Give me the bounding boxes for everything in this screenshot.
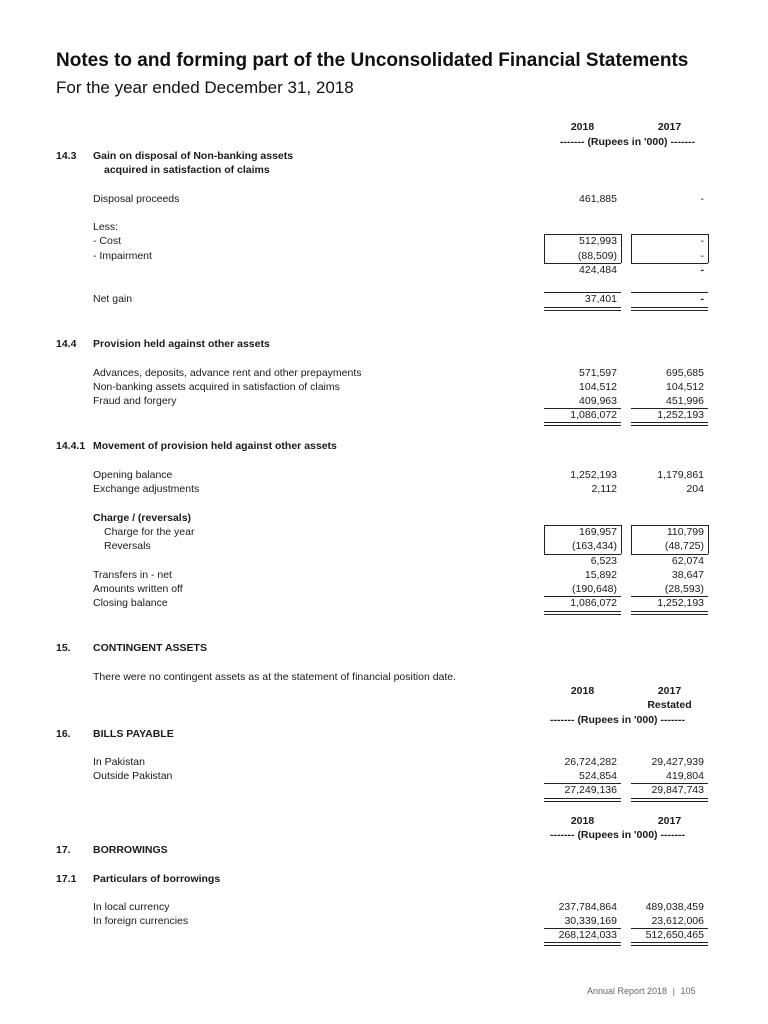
- disposal-proceeds-2017: -: [700, 193, 704, 205]
- col-header-2017: 2017: [657, 685, 682, 697]
- page-title: Notes to and forming part of the Unconsolidated Financial Statements: [56, 50, 689, 71]
- note-14-3-title-line2: acquired in satisfaction of claims: [104, 164, 270, 176]
- col-header-2017: 2017: [657, 815, 682, 827]
- total-2018: 1,086,072: [570, 409, 617, 421]
- double-underline: [631, 307, 708, 308]
- box-right-line: [708, 234, 709, 263]
- double-underline: [544, 614, 621, 615]
- table-row-2018: 26,724,282: [564, 756, 617, 768]
- charge-for-year-2017: 110,799: [666, 526, 704, 538]
- charge-for-year-2018: 169,957: [579, 526, 617, 538]
- box-bottom-line: [544, 554, 621, 555]
- col-header-2018: 2018: [570, 121, 595, 133]
- double-underline: [631, 942, 708, 943]
- closing-balance-2018: 1,086,072: [570, 597, 617, 609]
- table-row-label: Outside Pakistan: [93, 770, 173, 782]
- disposal-proceeds-2018: 461,885: [579, 193, 617, 205]
- exchange-adjustments-2018: 2,112: [591, 483, 617, 495]
- double-underline: [631, 945, 708, 946]
- written-off-2018: (190,648): [572, 583, 617, 595]
- opening-balance-2017: 1,179,861: [657, 469, 704, 481]
- double-underline: [631, 614, 708, 615]
- net-gain-2017: -: [700, 293, 704, 305]
- table-row-label: In Pakistan: [93, 756, 145, 768]
- double-underline: [544, 310, 621, 311]
- table-row-2017: 104,512: [666, 381, 704, 393]
- reversals-2017: (48,725): [664, 540, 704, 552]
- col-header-2017: 2017: [657, 121, 682, 133]
- col-header-unit: ------- (Rupees in '000) -------: [550, 829, 685, 841]
- table-row-2018: 409,963: [579, 395, 617, 407]
- charge-for-year-label: Charge for the year: [104, 526, 195, 538]
- total-2018: 268,124,033: [558, 929, 617, 941]
- total-2017: 29,847,743: [651, 784, 704, 796]
- table-row-2017: 23,612,006: [651, 915, 704, 927]
- double-underline: [544, 945, 621, 946]
- note-17-number: 17.: [56, 844, 71, 856]
- subtotal-2018: 424,484: [579, 264, 617, 276]
- note-14-3-title: Gain on disposal of Non-banking assets: [93, 150, 294, 162]
- table-row-2018: 571,597: [579, 367, 617, 379]
- note-14-4-title: Provision held against other assets: [93, 338, 270, 350]
- page-number: 105: [680, 986, 696, 996]
- note-14-3-number: 14.3: [56, 150, 77, 162]
- note-16-number: 16.: [56, 728, 71, 740]
- col-header-unit: ------- (Rupees in '000) -------: [560, 136, 695, 148]
- cost-label: - Cost: [93, 235, 122, 247]
- page-footer: [587, 986, 695, 996]
- box-right-line: [621, 234, 622, 263]
- impairment-2018: (88,509): [577, 250, 617, 262]
- note-14-4-number: 14.4: [56, 338, 77, 350]
- transfers-label: Transfers in - net: [93, 569, 172, 581]
- note-17-1-number: 17.1: [56, 873, 77, 885]
- table-row-label: Advances, deposits, advance rent and other prepayments: [93, 367, 362, 379]
- total-2017: 1,252,193: [657, 409, 704, 421]
- written-off-label: Amounts written off: [93, 583, 183, 595]
- note-17-title: BORROWINGS: [93, 844, 168, 856]
- opening-balance-label: Opening balance: [93, 469, 173, 481]
- note-15-title: CONTINGENT ASSETS: [93, 642, 207, 654]
- col-header-restated: Restated: [647, 699, 692, 711]
- footer-separator: |: [672, 986, 675, 996]
- impairment-2017: -: [700, 250, 704, 262]
- table-row-2017: 451,996: [666, 395, 704, 407]
- reversals-label: Reversals: [104, 540, 151, 552]
- page-subtitle: For the year ended December 31, 2018: [56, 78, 354, 97]
- note-14-4-1-title: Movement of provision held against other assets: [93, 440, 337, 452]
- net-charge-2018: 6,523: [590, 555, 617, 567]
- transfers-2018: 15,892: [584, 569, 617, 581]
- box-left-line: [631, 234, 632, 263]
- note-16-title: BILLS PAYABLE: [93, 728, 174, 740]
- box-right-line: [621, 525, 622, 554]
- box-left-line: [631, 525, 632, 554]
- impairment-label: - Impairment: [93, 250, 152, 262]
- double-underline: [631, 801, 708, 802]
- table-row-2018: 524,854: [579, 770, 617, 782]
- box-bottom-line: [631, 263, 708, 264]
- double-underline: [544, 425, 621, 426]
- reversals-2018: (163,434): [572, 540, 617, 552]
- double-underline: [544, 798, 621, 799]
- double-underline: [544, 942, 621, 943]
- net-gain-label: Net gain: [93, 293, 133, 305]
- transfers-2017: 38,647: [671, 569, 704, 581]
- box-left-line: [544, 234, 545, 263]
- cost-2018: 512,993: [579, 235, 617, 247]
- table-row-2017: 419,804: [666, 770, 704, 782]
- table-row-2018: 237,784,864: [558, 901, 617, 913]
- table-row-2017: 29,427,939: [651, 756, 704, 768]
- net-gain-2018: 37,401: [584, 293, 617, 305]
- box-top-line: [631, 525, 708, 526]
- table-row-2018: 104,512: [579, 381, 617, 393]
- net-charge-2017: 62,074: [671, 555, 704, 567]
- table-row-2017: 695,685: [666, 367, 704, 379]
- table-row-label: In foreign currencies: [93, 915, 189, 927]
- double-underline: [631, 310, 708, 311]
- total-2018: 27,249,136: [564, 784, 617, 796]
- col-header-2018: 2018: [570, 685, 595, 697]
- double-underline: [631, 611, 708, 612]
- double-underline: [544, 307, 621, 308]
- note-15-number: 15.: [56, 642, 71, 654]
- charge-heading: Charge / (reversals): [93, 512, 192, 524]
- box-bottom-line: [631, 554, 708, 555]
- disposal-proceeds-label: Disposal proceeds: [93, 193, 180, 205]
- note-17-1-title: Particulars of borrowings: [93, 873, 221, 885]
- footer-report-name: Annual Report 2018: [587, 986, 668, 996]
- box-top-line: [631, 234, 708, 235]
- box-right-line: [708, 525, 709, 554]
- exchange-adjustments-label: Exchange adjustments: [93, 483, 200, 495]
- table-row-2018: 30,339,169: [564, 915, 617, 927]
- col-header-2018: 2018: [570, 815, 595, 827]
- box-left-line: [544, 525, 545, 554]
- double-underline: [544, 801, 621, 802]
- table-row-label: In local currency: [93, 901, 170, 913]
- double-underline: [544, 422, 621, 423]
- table-row-label: Fraud and forgery: [93, 395, 177, 407]
- table-row-2017: 489,038,459: [645, 901, 704, 913]
- double-underline: [544, 611, 621, 612]
- less-label: Less:: [93, 221, 119, 233]
- closing-balance-2017: 1,252,193: [657, 597, 704, 609]
- table-row-label: Non-banking assets acquired in satisfaction of claims: [93, 381, 340, 393]
- col-header-unit: ------- (Rupees in '000) -------: [550, 714, 685, 726]
- written-off-2017: (28,593): [664, 583, 704, 595]
- closing-balance-label: Closing balance: [93, 597, 168, 609]
- exchange-adjustments-2017: 204: [686, 483, 704, 495]
- note-14-4-1-number: 14.4.1: [56, 440, 86, 452]
- box-top-line: [544, 234, 621, 235]
- double-underline: [631, 422, 708, 423]
- cost-2017: -: [700, 235, 704, 247]
- note-15-text: There were no contingent assets as at the statement of financial position date.: [93, 671, 457, 683]
- total-2017: 512,650,465: [645, 929, 704, 941]
- double-underline: [631, 425, 708, 426]
- box-top-line: [544, 525, 621, 526]
- box-bottom-line: [544, 263, 621, 264]
- double-underline: [631, 798, 708, 799]
- opening-balance-2018: 1,252,193: [570, 469, 617, 481]
- subtotal-2017: -: [700, 264, 704, 276]
